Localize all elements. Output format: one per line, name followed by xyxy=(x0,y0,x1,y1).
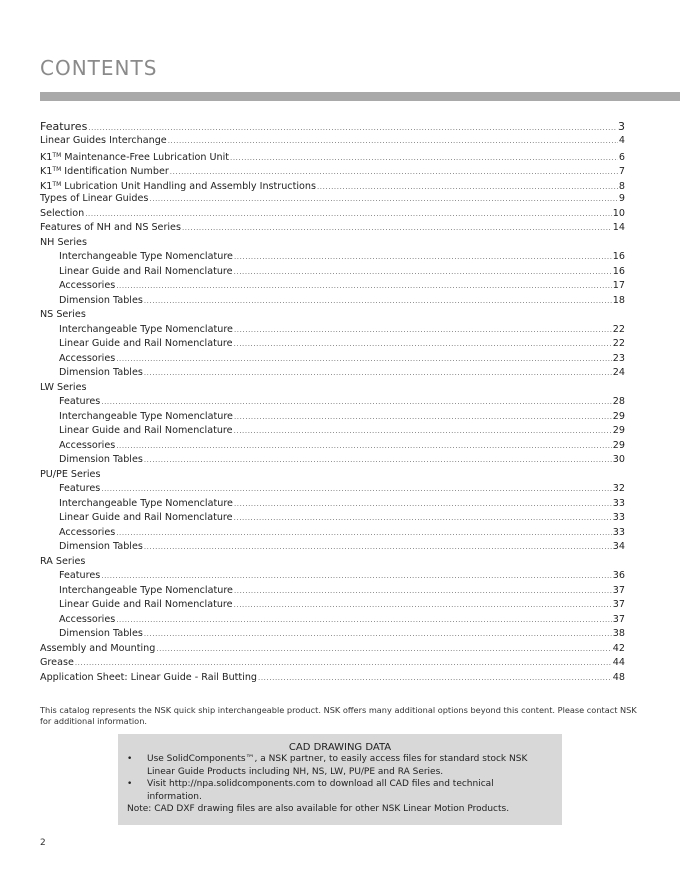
toc-entry xyxy=(40,192,625,207)
toc-entry xyxy=(40,294,625,309)
bullet-icon: • xyxy=(127,754,133,764)
toc-entry xyxy=(40,279,625,294)
toc-entry-label: Dimension Tables xyxy=(59,628,143,639)
toc-entry-label: NS Series xyxy=(40,309,86,320)
toc-entry xyxy=(40,119,625,134)
toc-entry-label: Assembly and Mounting xyxy=(40,642,156,654)
toc-page-number: 38 xyxy=(612,628,625,639)
toc-page-number: 22 xyxy=(612,323,625,335)
toc-entry-label: LW Series xyxy=(40,381,87,393)
dot-leader xyxy=(101,569,612,584)
title-divider-bar xyxy=(40,92,680,101)
toc-section-heading xyxy=(40,555,625,570)
toc-entry xyxy=(40,337,625,352)
toc-entry xyxy=(40,511,625,526)
toc-page-number: 37 xyxy=(612,584,625,596)
toc-entry-label: Accessories xyxy=(59,439,116,451)
toc-page-number: 24 xyxy=(612,367,625,378)
toc-entry-label: Dimension Tables xyxy=(59,541,143,552)
toc-entry xyxy=(40,149,625,164)
toc-entry-label: Features xyxy=(59,396,101,407)
dot-leader xyxy=(234,584,612,599)
dot-leader xyxy=(116,526,612,541)
toc-entry-label: Interchangeable Type Nomenclature xyxy=(59,323,233,335)
toc-page-number: 16 xyxy=(612,265,625,277)
toc-entry-label: Interchangeable Type Nomenclature xyxy=(59,251,233,262)
dot-leader xyxy=(230,151,618,166)
toc-entry-label: Application Sheet: Linear Guide - Rail Butting xyxy=(40,671,258,683)
dot-leader xyxy=(149,192,617,207)
dot-leader xyxy=(116,439,612,454)
toc-entry-label: Linear Guide and Rail Nomenclature xyxy=(59,265,233,277)
toc-page-number: 8 xyxy=(618,180,625,192)
toc-page-number: 9 xyxy=(618,193,625,204)
toc-entry-label: Selection xyxy=(40,207,85,219)
toc-section-heading xyxy=(40,381,625,396)
toc-page-number: 7 xyxy=(618,166,625,177)
toc-entry xyxy=(40,598,625,613)
dot-leader xyxy=(85,207,612,222)
toc-page-number: 33 xyxy=(612,512,625,523)
toc-entry xyxy=(40,569,625,584)
toc-entry-label: K1™ Maintenance-Free Lubrication Unit xyxy=(40,151,230,163)
dot-leader xyxy=(182,221,612,236)
toc-entry xyxy=(40,395,625,410)
toc-entry-label: Linear Guides Interchange xyxy=(40,135,167,146)
toc-entry-label: Grease xyxy=(40,657,74,668)
dot-leader xyxy=(144,627,612,642)
toc-page-number: 22 xyxy=(612,338,625,349)
toc-entry xyxy=(40,265,625,280)
toc-entry-label: PU/PE Series xyxy=(40,468,101,480)
toc-entry xyxy=(40,482,625,497)
toc-entry-label: Accessories xyxy=(59,352,116,364)
toc-entry-label: Accessories xyxy=(59,526,116,538)
dot-leader xyxy=(144,540,612,555)
dot-leader xyxy=(116,352,612,367)
toc-entry xyxy=(40,250,625,265)
toc-entry xyxy=(40,656,625,671)
dot-leader xyxy=(101,482,612,497)
toc-entry xyxy=(40,207,625,222)
dot-leader xyxy=(156,642,611,657)
toc-page-number: 42 xyxy=(612,642,625,654)
toc-entry-label: Accessories xyxy=(59,280,116,291)
cad-note: Note: CAD DXF drawing files are also available for other NSK Linear Motion Products. xyxy=(127,804,510,814)
dot-leader xyxy=(258,671,612,686)
toc-entry-label: Types of Linear Guides xyxy=(40,193,149,204)
cad-list-item xyxy=(127,778,550,803)
dot-leader xyxy=(234,337,612,352)
toc-page-number: 29 xyxy=(612,439,625,451)
toc-page-number: 16 xyxy=(612,251,625,262)
toc-entry-label: Linear Guide and Rail Nomenclature xyxy=(59,425,233,436)
dot-leader xyxy=(101,395,612,410)
toc-entry xyxy=(40,540,625,555)
page-title: CONTENTS xyxy=(40,56,158,80)
toc-page-number: 23 xyxy=(612,352,625,364)
toc-entry xyxy=(40,584,625,599)
toc-entry xyxy=(40,627,625,642)
toc-page-number: 33 xyxy=(612,526,625,538)
toc-page-number: 10 xyxy=(612,207,625,219)
dot-leader xyxy=(144,294,612,309)
toc-page-number: 36 xyxy=(612,570,625,581)
toc-entry xyxy=(40,221,625,236)
table-of-contents xyxy=(40,119,625,685)
toc-section-heading xyxy=(40,236,625,251)
toc-entry xyxy=(40,613,625,628)
toc-entry-label: Features xyxy=(59,483,101,494)
toc-entry-label: Interchangeable Type Nomenclature xyxy=(59,584,233,596)
toc-page-number: 29 xyxy=(612,425,625,436)
toc-entry xyxy=(40,410,625,425)
toc-page-number: 3 xyxy=(618,120,625,133)
toc-entry-label: Features xyxy=(40,120,88,133)
cad-item-text: Visit http://npa.solidcomponents.com to download all CAD files and technical information. xyxy=(147,779,494,802)
toc-page-number: 29 xyxy=(612,410,625,422)
bullet-icon: • xyxy=(127,779,133,789)
cad-box-title: CAD DRAWING DATA xyxy=(288,742,392,753)
catalog-note: This catalog represents the NSK quick ship interchangeable product. NSK offers many additional options beyond this content. Please contact NSK for additional information. xyxy=(40,705,637,726)
toc-entry-label: K1™ Lubrication Unit Handling and Assembly Instructions xyxy=(40,180,316,192)
toc-section-heading xyxy=(40,468,625,483)
toc-entry xyxy=(40,526,625,541)
dot-leader xyxy=(234,265,612,280)
toc-entry-label: RA Series xyxy=(40,555,86,567)
toc-entry-label: Features xyxy=(59,570,101,581)
toc-entry xyxy=(40,163,625,178)
toc-entry-label: Linear Guide and Rail Nomenclature xyxy=(59,338,233,349)
dot-leader xyxy=(234,598,612,613)
toc-page-number: 17 xyxy=(612,280,625,291)
toc-entry xyxy=(40,439,625,454)
dot-leader xyxy=(75,656,612,671)
toc-page-number: 18 xyxy=(612,294,625,306)
toc-entry xyxy=(40,424,625,439)
dot-leader xyxy=(234,424,612,439)
toc-entry xyxy=(40,366,625,381)
dot-leader xyxy=(168,134,618,149)
toc-entry-label: Dimension Tables xyxy=(59,454,143,465)
toc-entry-label: Accessories xyxy=(59,613,116,625)
cad-list-item xyxy=(127,753,550,778)
toc-page-number: 28 xyxy=(612,396,625,407)
dot-leader xyxy=(116,613,612,628)
toc-page-number: 6 xyxy=(618,151,625,163)
toc-page-number: 37 xyxy=(612,599,625,610)
cad-drawing-data-box xyxy=(118,734,562,825)
toc-entry-label: Dimension Tables xyxy=(59,294,143,306)
toc-entry-label: Dimension Tables xyxy=(59,367,143,378)
page-number: 2 xyxy=(40,838,46,848)
toc-entry-label: Linear Guide and Rail Nomenclature xyxy=(59,599,233,610)
toc-entry-label: Linear Guide and Rail Nomenclature xyxy=(59,512,233,523)
toc-entry xyxy=(40,497,625,512)
toc-section-heading xyxy=(40,308,625,323)
toc-page-number: 4 xyxy=(618,135,625,146)
toc-entry-label: Features of NH and NS Series xyxy=(40,222,181,233)
toc-entry-label: Interchangeable Type Nomenclature xyxy=(59,497,233,509)
toc-page-number: 48 xyxy=(612,671,625,683)
dot-leader xyxy=(234,497,612,512)
dot-leader xyxy=(144,453,612,468)
toc-entry xyxy=(40,642,625,657)
toc-entry xyxy=(40,453,625,468)
cad-item-text: Use SolidComponents™, a NSK partner, to easily access files for standard stock NSK Linear Guide Products including NH, NS, LW, PU/PE and RA Series. xyxy=(147,754,528,777)
dot-leader xyxy=(234,250,612,265)
toc-entry xyxy=(40,671,625,686)
toc-entry-label: K1™ Identification Number xyxy=(40,166,169,177)
dot-leader xyxy=(144,366,612,381)
toc-page-number: 34 xyxy=(612,541,625,552)
dot-leader xyxy=(234,511,612,526)
toc-entry-label: NH Series xyxy=(40,236,87,248)
toc-page-number: 33 xyxy=(612,497,625,509)
dot-leader xyxy=(234,410,612,425)
toc-entry xyxy=(40,323,625,338)
toc-entry xyxy=(40,352,625,367)
toc-page-number: 37 xyxy=(612,613,625,625)
toc-entry xyxy=(40,134,625,149)
dot-leader xyxy=(116,279,612,294)
toc-page-number: 30 xyxy=(612,454,625,465)
toc-page-number: 44 xyxy=(612,657,625,668)
toc-page-number: 32 xyxy=(612,483,625,494)
dot-leader xyxy=(234,323,612,338)
toc-page-number: 14 xyxy=(612,222,625,233)
toc-entry xyxy=(40,178,625,193)
toc-entry-label: Interchangeable Type Nomenclature xyxy=(59,410,233,422)
